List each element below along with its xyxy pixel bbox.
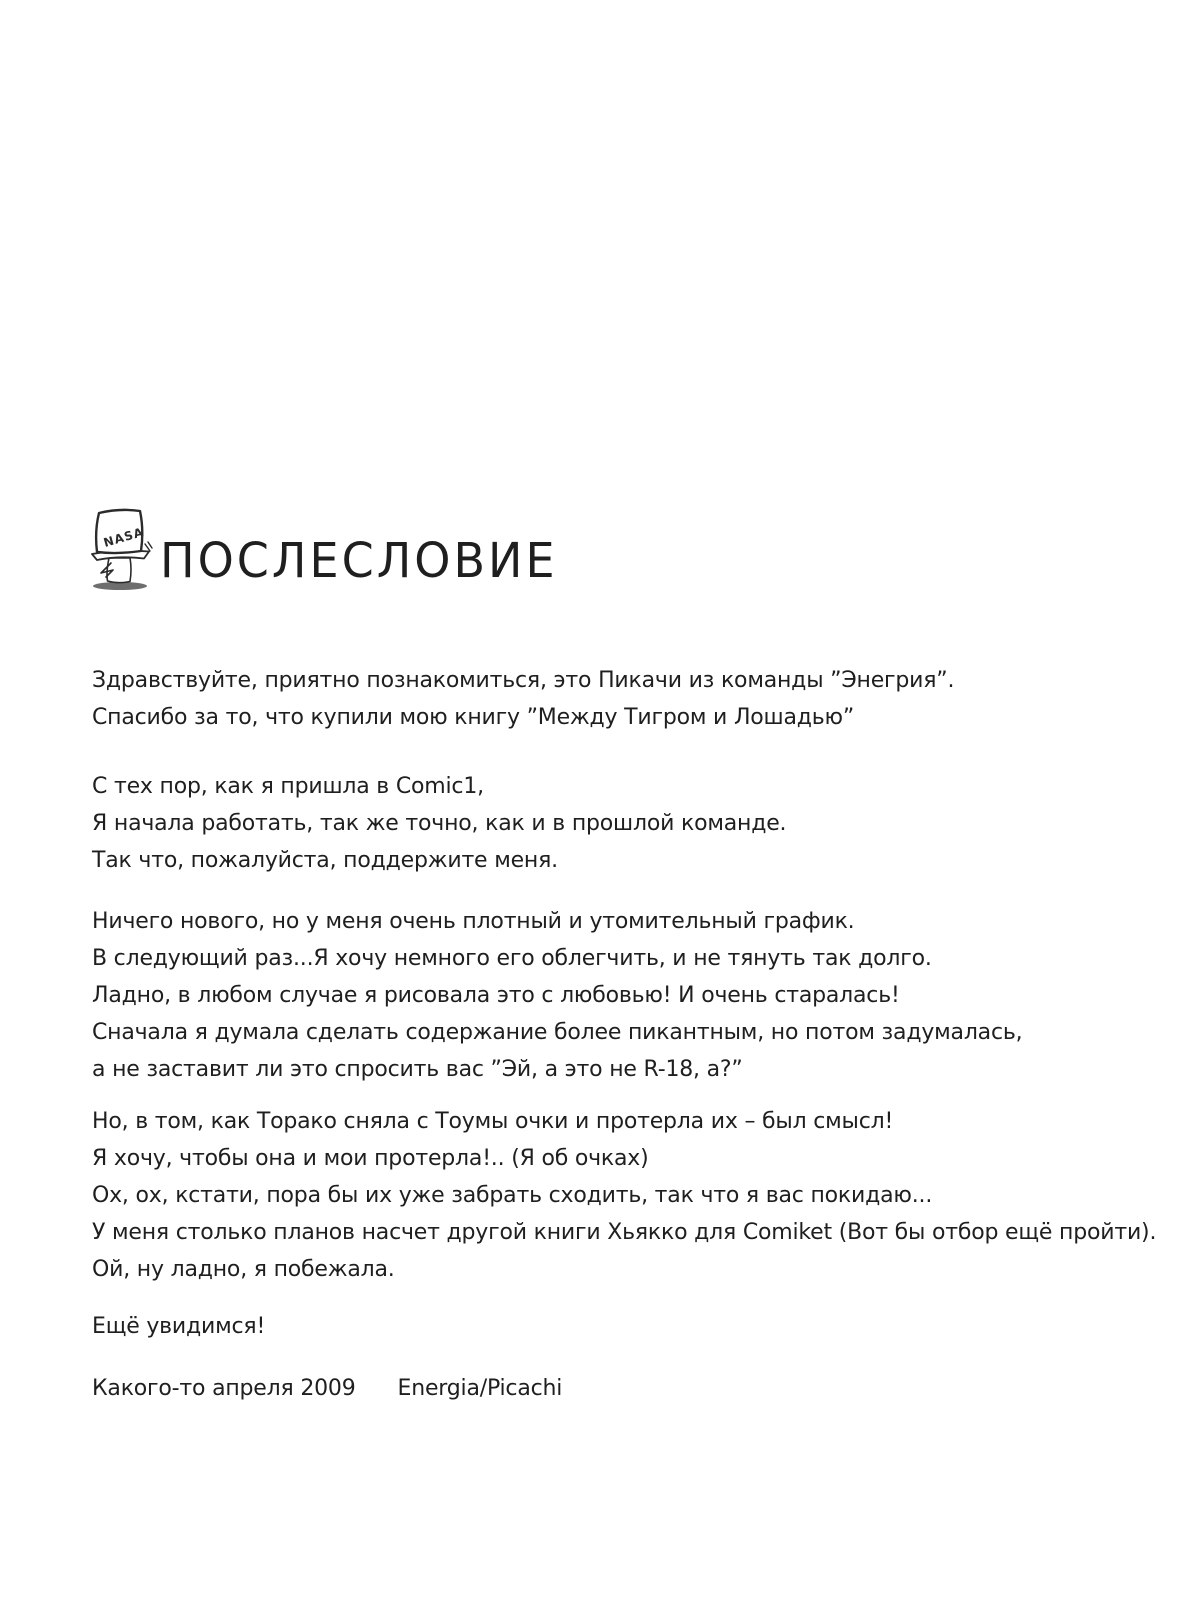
text-line: С тех пор, как я пришла в Comic1, [92,774,484,799]
text-line: Ничего нового, но у меня очень плотный и утомительный график. [92,909,855,934]
text-line: Спасибо за то, что купили мою книгу ”Между Тигром и Лошадью” [92,705,855,730]
text-line: Ладно, в любом случае я рисовала это с любовью! И очень старалась! [92,983,900,1008]
paragraph-glasses [92,1103,1156,1288]
text-line: В следующий раз...Я хочу немного его облегчить, и не тянуть так долго. [92,946,932,971]
text-line: Ой, ну ладно, я побежала. [92,1257,395,1282]
page-title: ПОСЛЕСЛОВИЕ [160,532,558,589]
text-line: Я начала работать, так же точно, как и в прошлой команде. [92,811,787,836]
text-line: Ох, ох, кстати, пора бы их уже забрать сходить, так что я вас покидаю... [92,1183,933,1208]
text-line: У меня столько планов насчет другой книги Хьякко для Comiket (Вот бы отбор ещё пройти). [92,1220,1157,1245]
text-line: Так что, пожалуйста, поддержите меня. [92,848,558,873]
paragraph-schedule [92,903,1022,1088]
text-line: Ещё увидимся! [92,1314,266,1339]
signature-credit: Energia/Picachi [397,1376,563,1401]
text-line: Здравствуйте, приятно познакомиться, это Пикачи из команды ”Энегрия”. [92,668,955,693]
nasa-doodle-label: NASA [101,524,146,550]
paragraph-farewell [92,1308,265,1345]
text-line: Но, в том, как Торако сняла с Тоумы очки и протерла их – был смысл! [92,1109,894,1134]
nasa-doodle-icon [86,506,156,594]
signature-date: Какого-то апреля 2009 [92,1376,356,1401]
text-line: а не заставит ли это спросить вас ”Эй, а это не R-18, а?” [92,1057,743,1082]
text-line: Я хочу, чтобы она и мои протерла!.. (Я об очках) [92,1146,649,1171]
paragraph-comic1 [92,768,786,879]
doodle-tab [145,542,152,551]
paragraph-greeting [92,662,954,736]
text-line: Сначала я думала сделать содержание более пикантным, но потом задумалась, [92,1020,1023,1045]
signature-line [92,1370,562,1407]
